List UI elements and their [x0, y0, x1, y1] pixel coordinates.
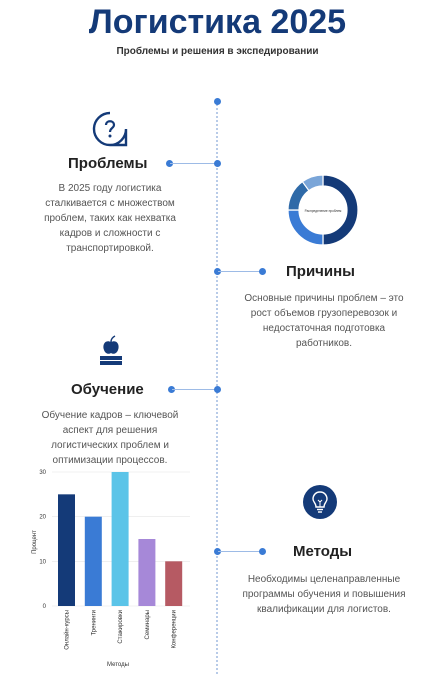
problems-donut-chart	[280, 167, 366, 253]
bar-y-tick: 20	[39, 514, 46, 521]
lightbulb-icon	[302, 484, 338, 520]
bar	[58, 494, 75, 606]
donut-center-label: Распределение проблем	[304, 209, 342, 213]
training-text: Обучение кадров – ключевой аспект для решения логистических проблем и оптимизации процессов.	[41, 410, 179, 466]
timeline-dot-top	[214, 98, 221, 105]
bar-category-label: Семинары	[144, 610, 151, 640]
question-bubble-icon	[91, 110, 129, 148]
bar	[85, 517, 102, 606]
bar	[112, 472, 129, 606]
bar-y-axis-title: Процент	[32, 530, 38, 554]
bar-y-tick: 30	[39, 470, 46, 476]
problems-text: В 2025 году логистика сталкивается с множеством проблем, таких как нехватка кадров и сложности с транспортировкой.	[44, 183, 176, 254]
problems-heading: Проблемы	[68, 155, 148, 172]
timeline-dot-problems	[214, 160, 221, 167]
causes-connector-dot	[259, 268, 266, 275]
bar-category-label: Онлайн-курсы	[64, 610, 71, 650]
methods-connector-dot	[259, 548, 266, 555]
page-title: Логистика 2025	[88, 3, 347, 41]
bar-y-tick: 10	[39, 559, 46, 566]
training-bar-chart	[28, 466, 194, 672]
methods-heading: Методы	[293, 543, 353, 560]
training-connector-line	[172, 389, 216, 390]
bar-category-label: Конференции	[171, 610, 178, 649]
bar	[138, 539, 155, 606]
page-subtitle: Проблемы и решения в экспедировании	[116, 46, 319, 57]
bar-category-label: Стажировки	[118, 610, 125, 644]
methods-connector-line	[218, 551, 262, 552]
donut-slice	[288, 210, 323, 245]
apple-books-icon	[96, 332, 126, 366]
problems-connector-line	[170, 163, 216, 164]
bar-y-tick: 0	[42, 604, 46, 610]
bar-x-axis-title: Методы	[107, 662, 129, 668]
training-heading: Обучение	[71, 381, 144, 398]
bar	[165, 561, 182, 606]
bar-category-label: Тренинги	[91, 610, 98, 636]
causes-text: Основные причины проблем – это рост объемов грузоперевозок и недостаточная подготовка работников.	[244, 293, 404, 349]
methods-text: Необходимы целенаправленные программы обучения и повышения квалификации для логистов.	[242, 574, 406, 615]
causes-heading: Причины	[286, 263, 355, 280]
causes-connector-line	[218, 271, 262, 272]
timeline-dot-training	[214, 386, 221, 393]
